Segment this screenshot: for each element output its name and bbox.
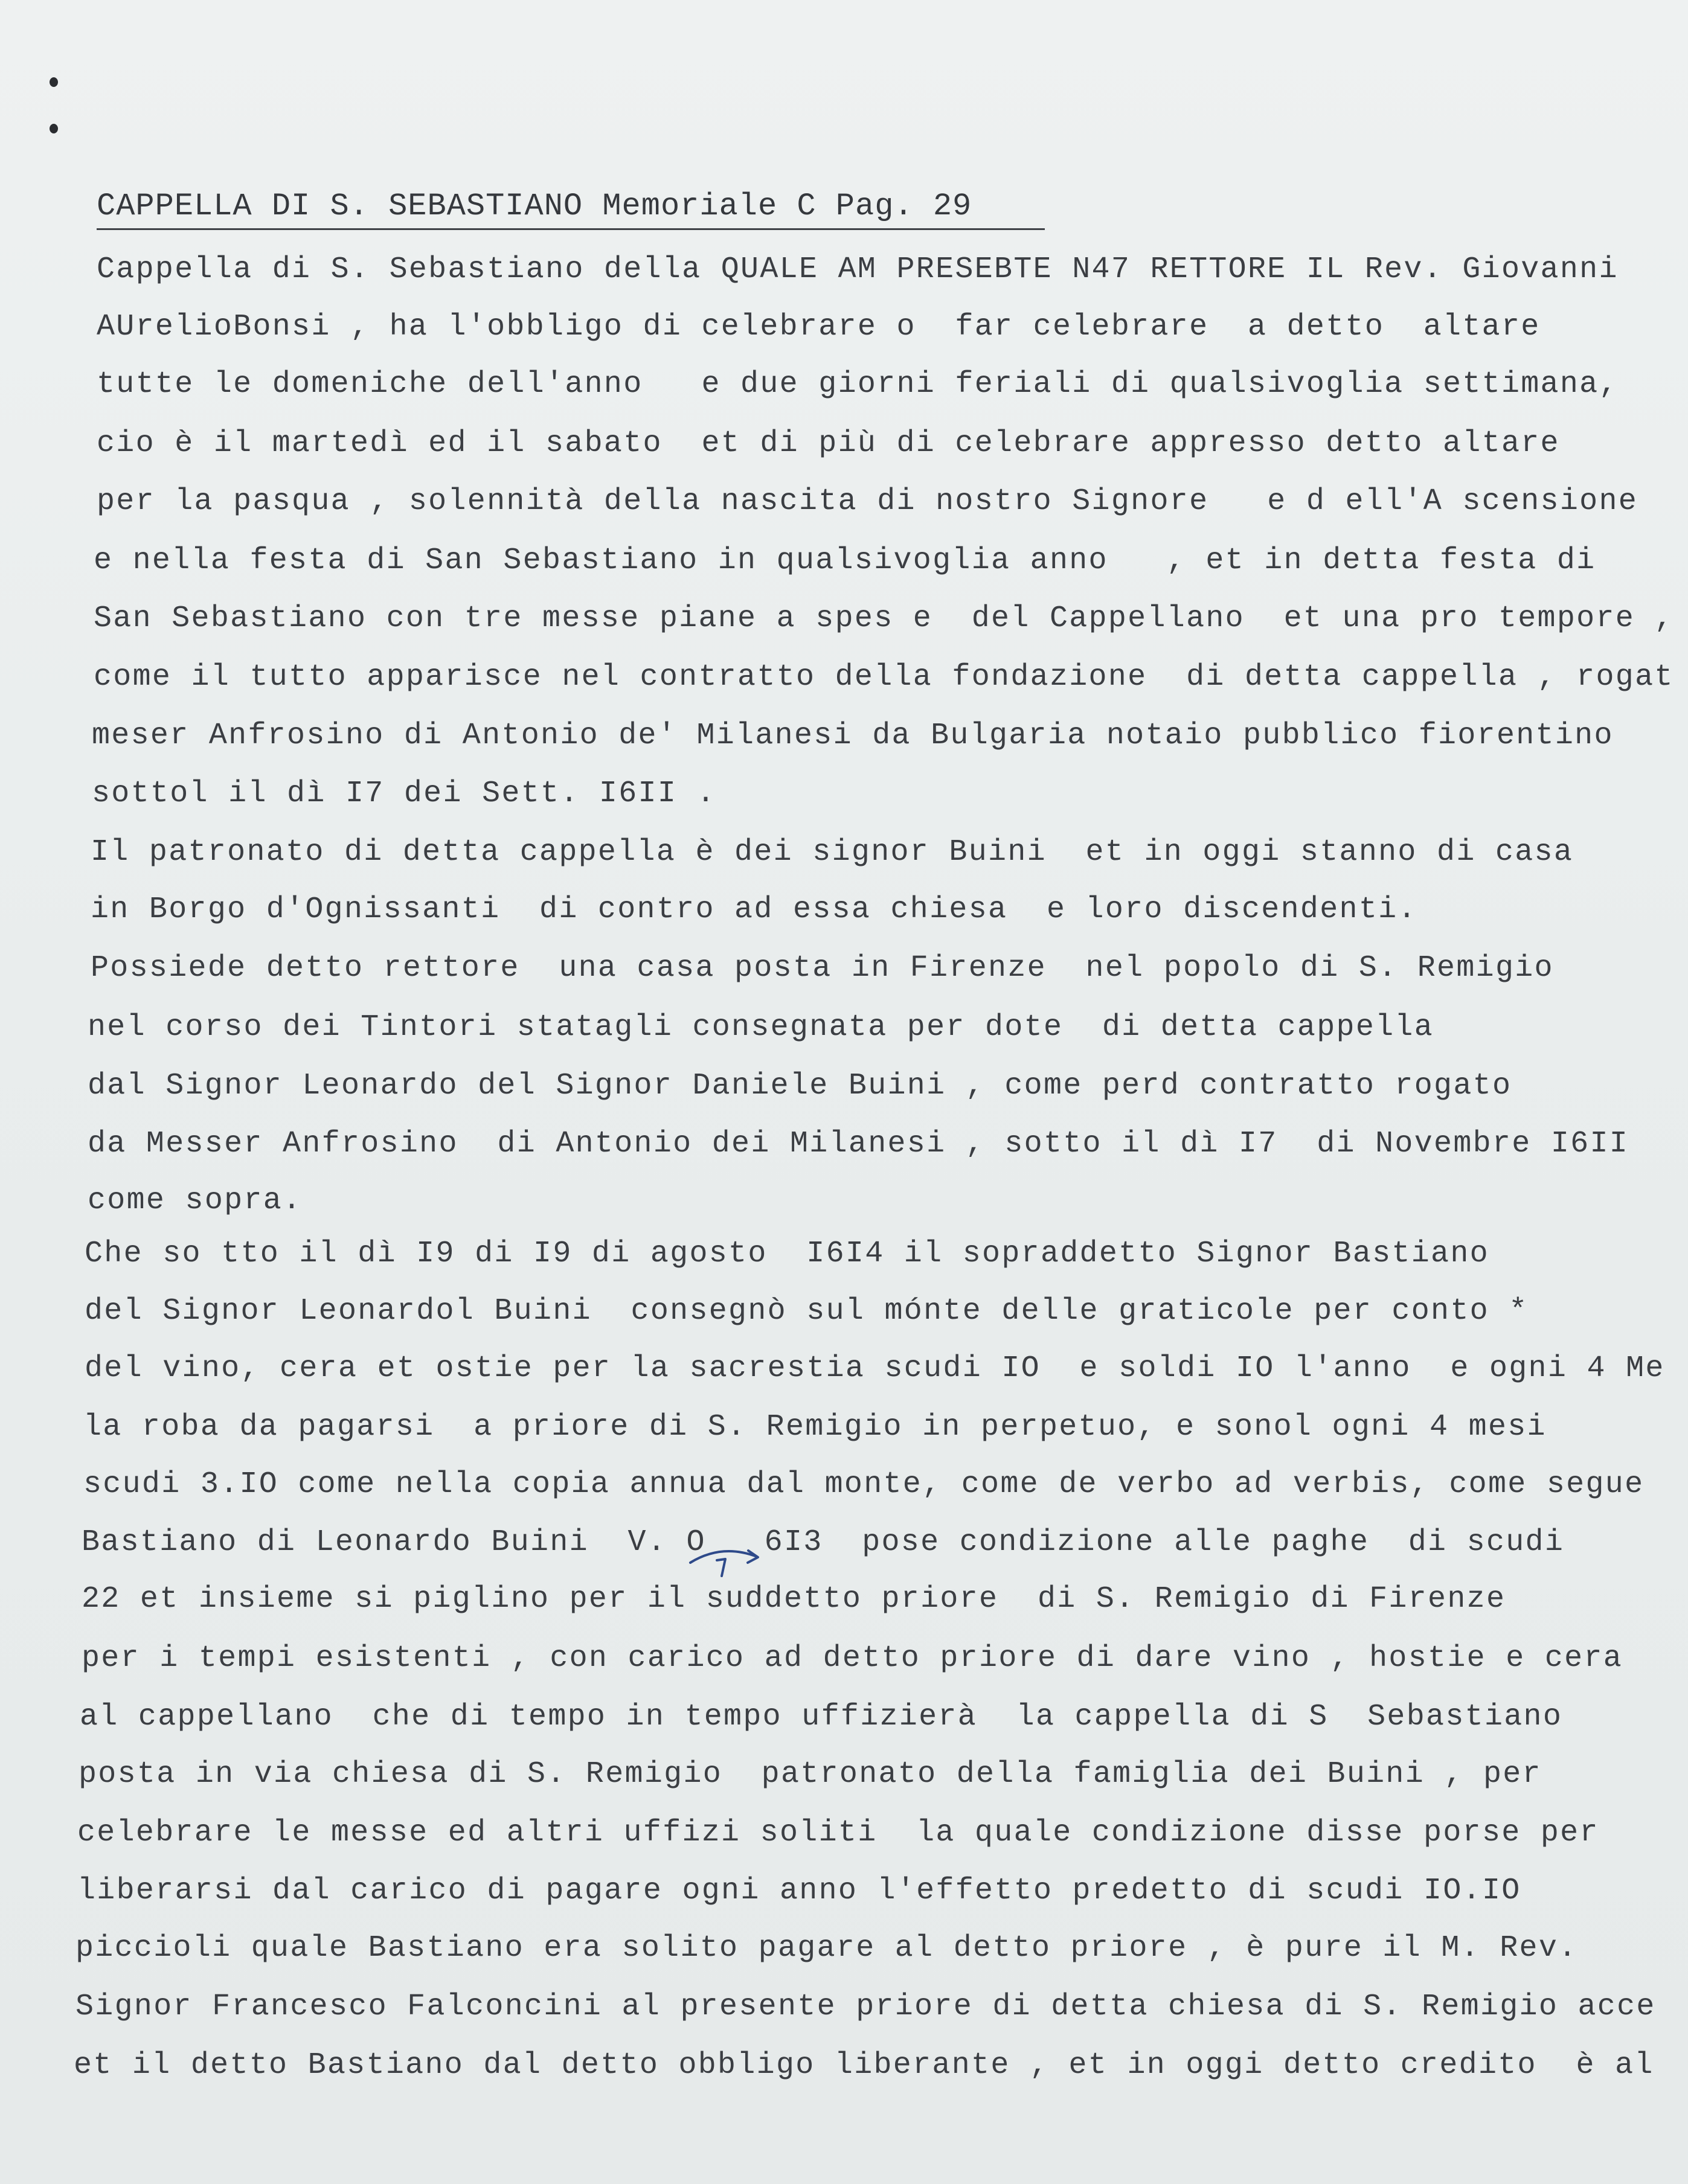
handwritten-arrow-icon <box>685 1539 764 1587</box>
text-line: Signor Francesco Falconcini al presente priore di detta chiesa di S. Remigio acce <box>75 1990 1656 2024</box>
text-line: Cappella di S. Sebastiano della QUALE AM PRESEBTE N47 RETTORE IL Rev. Giovanni <box>97 252 1619 287</box>
text-line: meser Anfrosino di Antonio de' Milanesi da Bulgaria notaio pubblico fiorentino <box>92 719 1614 753</box>
text-line: come il tutto apparisce nel contratto della fondazione di detta cappella , rogat <box>94 660 1674 694</box>
text-line: e nella festa di San Sebastiano in qualsivoglia anno , et in detta festa di <box>94 543 1596 578</box>
text-line: da Messer Anfrosino di Antonio dei Milanesi , sotto il dì I7 di Novembre I6II <box>88 1127 1629 1161</box>
text-line: sottol il dì I7 dei Sett. I6II . <box>92 777 716 811</box>
text-line: nel corso dei Tintori statagli consegnata per dote di detta cappella <box>88 1010 1434 1045</box>
text-line: AUrelioBonsi , ha l'obbligo di celebrare o far celebrare a detto altare <box>97 310 1541 344</box>
text-line: San Sebastiano con tre messe piane a spes e del Cappellano et una pro tempore , <box>94 601 1674 636</box>
text-line: come sopra. <box>88 1183 303 1218</box>
text-line: celebrare le messe ed altri uffizi soliti la quale condizione disse porse per <box>77 1816 1599 1850</box>
text-line: Possiede detto rettore una casa posta in Firenze nel popolo di S. Remigio <box>91 951 1554 985</box>
document-heading: CAPPELLA DI S. SEBASTIANO Memoriale C Pag. 29 <box>97 188 972 224</box>
text-line: del vino, cera et ostie per la sacrestia scudi IO e soldi IO l'anno e ogni 4 Me <box>85 1351 1665 1386</box>
text-line: del Signor Leonardol Buini consegnò sul mónte delle graticole per conto * <box>85 1294 1529 1328</box>
text-line: scudi 3.IO come nella copia annua dal monte, come de verbo ad verbis, come segue <box>83 1467 1645 1502</box>
text-line: per i tempi esistenti , con carico ad detto priore di dare vino , hostie e cera <box>82 1641 1623 1676</box>
text-line: Che so tto il dì I9 di I9 di agosto I6I4 il sopraddetto Signor Bastiano <box>85 1237 1489 1271</box>
text-line: la roba da pagarsi a priore di S. Remigio in perpetuo, e sonol ogni 4 mesi <box>83 1410 1547 1444</box>
text-line: 22 et insieme si piglino per il suddetto priore di S. Remigio di Firenze <box>82 1582 1506 1616</box>
text-line: dal Signor Leonardo del Signor Daniele Buini , come perd contratto rogato <box>88 1069 1512 1103</box>
text-line: Il patronato di detta cappella è dei signor Buini et in oggi stanno di casa <box>91 835 1574 869</box>
text-line: cio è il martedì ed il sabato et di più di celebrare appresso detto altare <box>97 426 1560 461</box>
text-line: per la pasqua , solennità della nascita di nostro Signore e d ell'A scensione <box>97 484 1638 519</box>
text-line: liberarsi dal carico di pagare ogni anno l'effetto predetto di scudi IO.IO <box>77 1874 1521 1908</box>
text-line: Bastiano di Leonardo Buini V. O 6I3 pose condizione alle paghe di scudi <box>82 1525 1565 1560</box>
text-line: tutte le domeniche dell'anno e due giorni feriali di qualsivoglia settimana, <box>97 367 1619 402</box>
text-line: al cappellano che di tempo in tempo uffizierà la cappella di S Sebastiano <box>80 1700 1563 1734</box>
text-line: in Borgo d'Ognissanti di contro ad essa chiesa e loro discendenti. <box>91 892 1417 927</box>
text-line: piccioli quale Bastiano era solito pagare al detto priore , è pure il M. Rev. <box>75 1931 1578 1965</box>
text-line: et il detto Bastiano dal detto obbligo liberante , et in oggi detto credito è al <box>74 2048 1654 2083</box>
text-line: posta in via chiesa di S. Remigio patronato della famiglia dei Buini , per <box>79 1757 1542 1792</box>
